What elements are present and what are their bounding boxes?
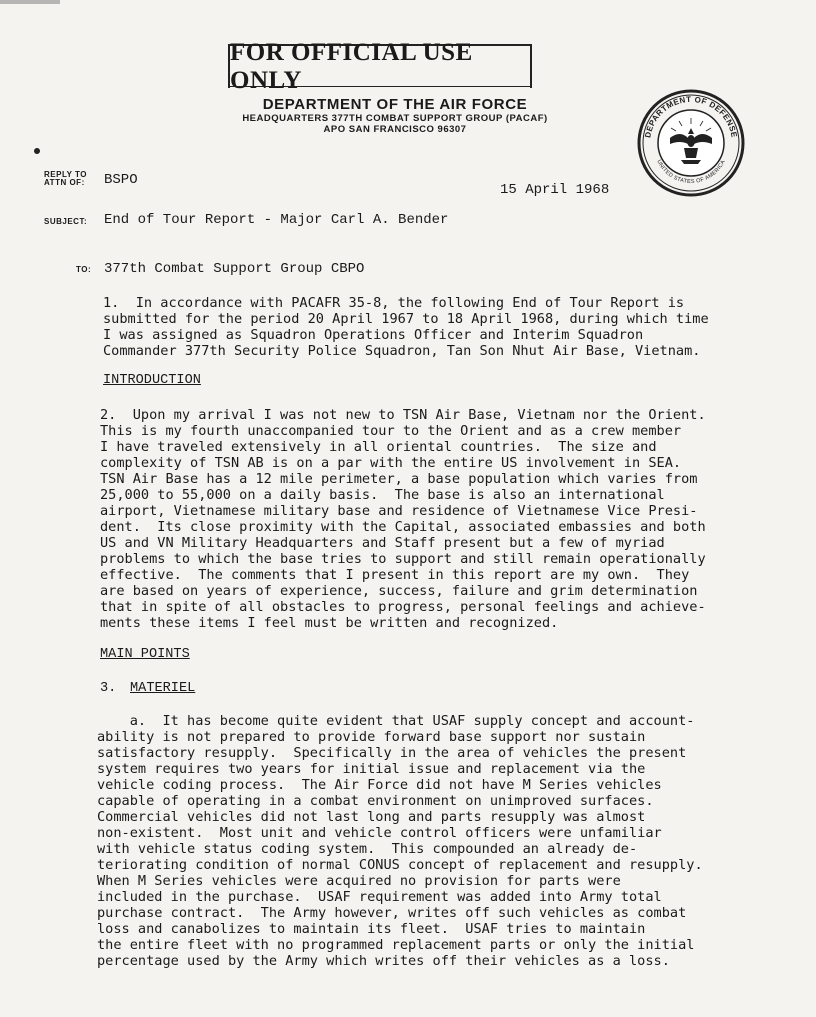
headquarters-address xyxy=(180,113,610,135)
heading-main-points: MAIN POINTS xyxy=(100,647,190,662)
to-value: 377th Combat Support Group CBPO xyxy=(104,261,365,277)
subject-value: End of Tour Report - Major Carl A. Bender xyxy=(104,212,449,228)
stamp-underline xyxy=(228,86,532,87)
paragraph-3a: a. It has become quite evident that USAF supply concept and account- ability is not prepared to provide forward base support nor sustain satisfactory resupply. Specifically in the area of vehicles the present system requires two years for initial issue and replacement via the vehicle coding process. The Air Force did not have M Series vehicles capable of operating in a combat environment on unimproved surfaces. Commercial vehicles did not last long and parts resupply was almost non-existent. Most unit and vehicle control officers were unfamiliar with vehicle status coding system. This compounded an already de- teriorating condition of normal CONUS concept of replacement and resupply. When M Series vehicles were acquired no provision for parts were included in the purchase. USAF requirement was added into Army total purchase contract. The Army however, writes off such vehicles as combat loss and canabolizes to maintain its fleet. USAF tries to maintain the entire fleet with no programmed replacement parts or only the initial percentage used by the Army which writes off their vehicles as a loss. xyxy=(97,713,703,969)
hq-line-2: APO SAN FRANCISCO 96307 xyxy=(323,124,467,135)
heading-introduction: INTRODUCTION xyxy=(103,373,201,388)
seal-top-text: DEPARTMENT OF DEFENSE xyxy=(643,94,739,139)
paragraph-2: 2. Upon my arrival I was not new to TSN Air Base, Vietnam nor the Orient. This is my fourth unaccompanied tour to the Orient and as a crew member I have traveled extensively in all oriental countries. The size and complexity of TSN AB is on a par with the entire US involvement in SEA. TSN Air Base has a 12 mile perimeter, a base population which varies from 25,000 to 55,000 on a daily basis. The base is also an international airport, Vietnamese military base and residence of Vietnamese Vice Presi- dent. Its close proximity with the Capital, associated embassies and both US and VN Military Headquarters and Staff present but a few of myriad problems to which the base tries to support and still remain operationally effective. The comments that I present in this report are my own. They are based on years of experience, success, failure and grim determination that in spite of all obstacles to progress, personal feelings and achieve- ments these items I feel must be written and recognized. xyxy=(100,407,706,631)
hq-line-1: HEADQUARTERS 377TH COMBAT SUPPORT GROUP (PACAF) xyxy=(242,113,548,124)
paragraph-1: 1. In accordance with PACAFR 35-8, the following End of Tour Report is submitted for the period 20 April 1967 to 18 April 1968, during which time I was assigned as Squadron Operations Officer and Interim Squadron Commander 377th Security Police Squadron, Tan Son Nhut Air Base, Vietnam. xyxy=(103,295,709,359)
section-3-title: MATERIEL xyxy=(130,681,196,696)
margin-mark xyxy=(33,147,41,155)
department-of-defense-seal-icon xyxy=(636,88,746,198)
memo-date: 15 April 1968 xyxy=(500,182,610,198)
reply-to-value: BSPO xyxy=(104,172,138,188)
classification-stamp: FOR OFFICIAL USE ONLY xyxy=(228,44,532,88)
department-title: DEPARTMENT OF THE AIR FORCE xyxy=(262,96,528,113)
seal-bottom-text: UNITED STATES OF AMERICA xyxy=(655,159,727,186)
section-3-number: 3. xyxy=(100,681,117,696)
to-label: TO: xyxy=(76,265,92,274)
subject-label: SUBJECT: xyxy=(44,217,88,226)
reply-to-label: REPLY TO ATTN OF: xyxy=(44,170,87,187)
scan-mark xyxy=(0,0,60,4)
